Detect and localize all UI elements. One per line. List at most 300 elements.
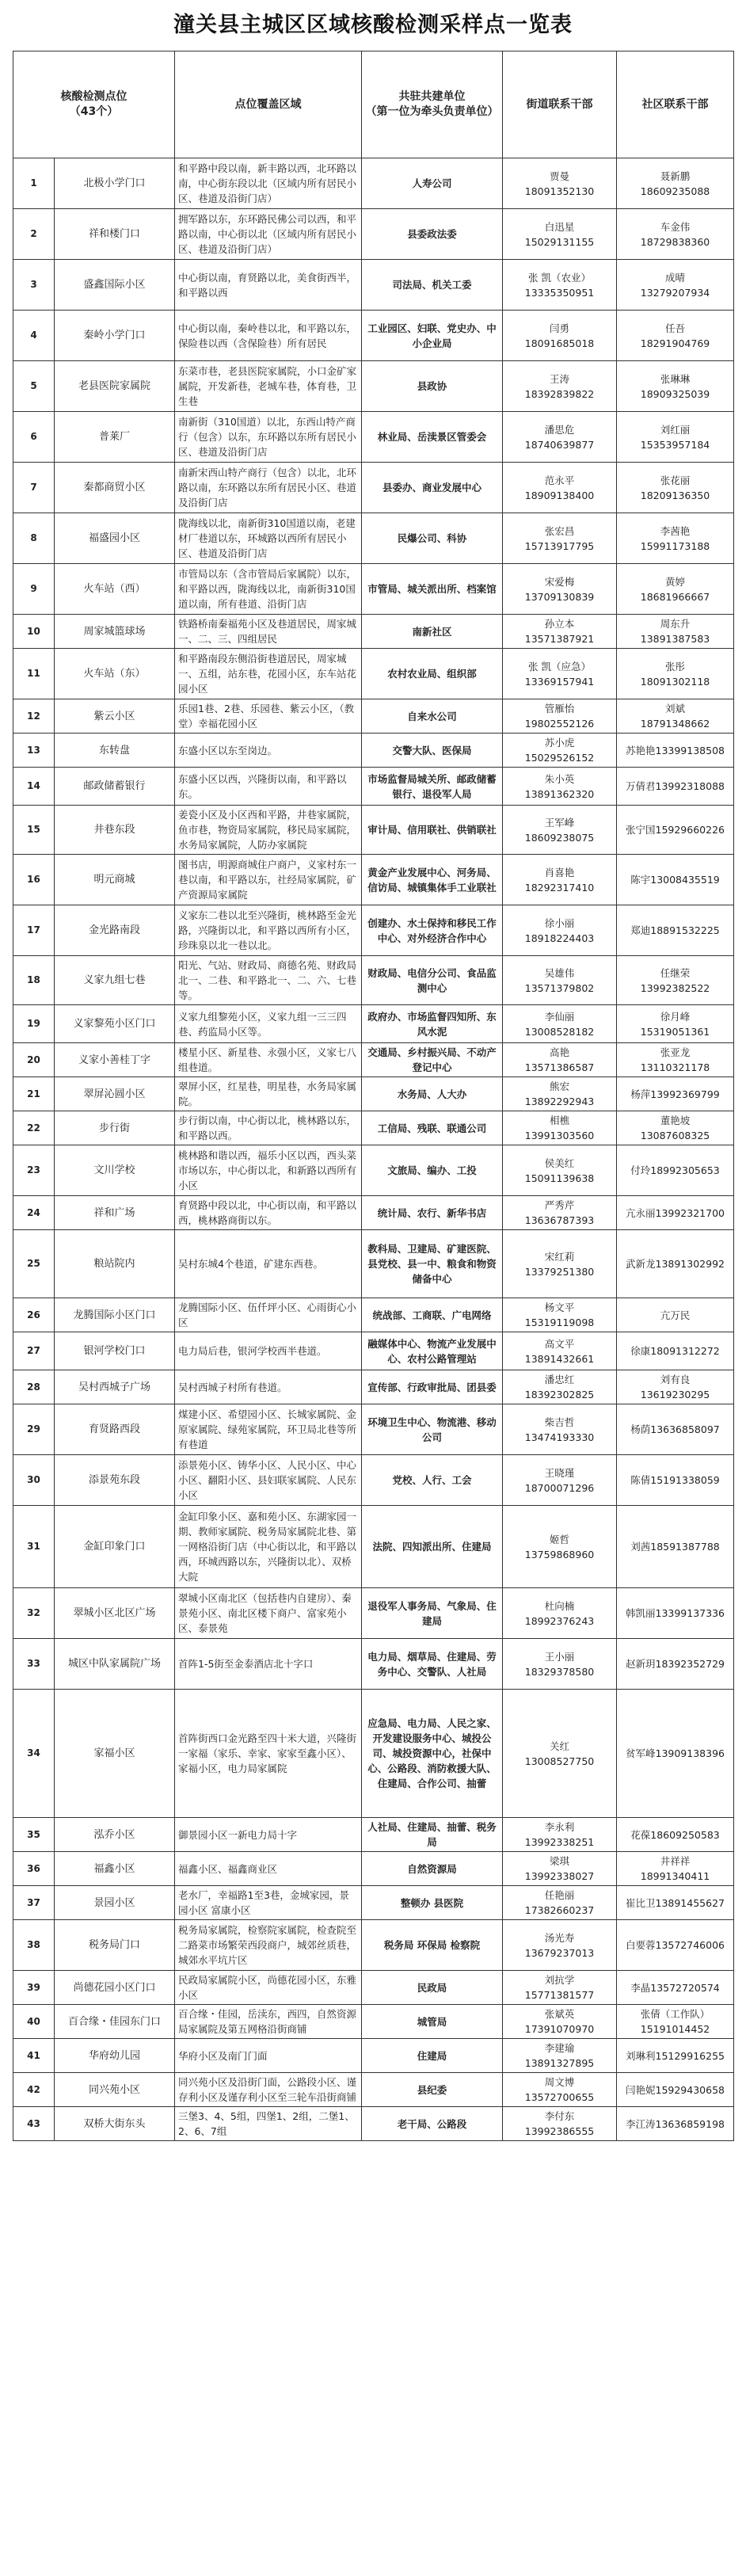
partner-units: 市管局、城关派出所、档案馆 <box>362 564 503 615</box>
coverage-area: 御景园小区一新电力局十字 <box>175 1818 362 1852</box>
site-name: 老县医院家属院 <box>55 361 175 412</box>
coverage-area: 福鑫小区、福鑫商业区 <box>175 1852 362 1886</box>
partner-units: 党校、人行、工会 <box>362 1455 503 1506</box>
table-row <box>13 1639 734 1690</box>
community-contact: 贫军峰13909138396 <box>617 1690 734 1818</box>
site-name: 秦都商贸小区 <box>55 463 175 513</box>
coverage-area: 乐园1巷、2巷、乐园巷、紫云小区，（教堂）幸福花园小区 <box>175 699 362 734</box>
row-number: 30 <box>13 1455 55 1506</box>
row-number: 23 <box>13 1145 55 1196</box>
row-number: 40 <box>13 2005 55 2039</box>
street-contact: 周文博 13572700655 <box>503 2073 617 2107</box>
partner-units: 宣传部、行政审批局、团县委 <box>362 1370 503 1404</box>
partner-units: 自然资源局 <box>362 1852 503 1886</box>
coverage-area: 三堡3、4、5组，四堡1、2组，二堡1、2、6、7组 <box>175 2107 362 2141</box>
table-row <box>13 1818 734 1852</box>
row-number: 18 <box>13 956 55 1005</box>
table-row <box>13 1145 734 1196</box>
street-contact: 白迅星 15029131155 <box>503 209 617 260</box>
street-contact: 李付东 13992386555 <box>503 2107 617 2141</box>
row-number: 12 <box>13 699 55 734</box>
site-name: 祥和楼门口 <box>55 209 175 260</box>
partner-units: 交警大队、医保局 <box>362 734 503 768</box>
street-contact: 苏小虎 15029526152 <box>503 734 617 768</box>
street-contact: 侯美红 15091139638 <box>503 1145 617 1196</box>
table-body <box>13 158 734 2141</box>
table-row <box>13 1111 734 1145</box>
street-contact: 宋爱梅 13709130839 <box>503 564 617 615</box>
street-contact: 熊宏 13892292943 <box>503 1077 617 1111</box>
table-row <box>13 513 734 564</box>
community-contact: 刘琳利15129916255 <box>617 2039 734 2073</box>
site-name: 秦岭小学门口 <box>55 311 175 361</box>
partner-units: 财政局、电信分公司、食品监测中心 <box>362 956 503 1005</box>
site-name: 粮站院内 <box>55 1230 175 1298</box>
community-contact: 刘斌 18791348662 <box>617 699 734 734</box>
community-contact: 赵新玥18392352729 <box>617 1639 734 1690</box>
partner-units: 住建局 <box>362 2039 503 2073</box>
coverage-area: 首阵街西口金光路至四十米大道，兴隆街一家福（家乐、幸家、家家至鑫小区）、家福小区，电力局家属院 <box>175 1690 362 1818</box>
partner-units: 城管局 <box>362 2005 503 2039</box>
site-name: 泓乔小区 <box>55 1818 175 1852</box>
community-contact: 张宁国15929660226 <box>617 806 734 855</box>
table-row <box>13 1506 734 1588</box>
coverage-area: 添景苑小区、铸华小区、人民小区、中心小区、翻阳小区、县妇联家属院、人民东小区 <box>175 1455 362 1506</box>
street-contact: 孙立本 13571387921 <box>503 615 617 649</box>
site-name: 家福小区 <box>55 1690 175 1818</box>
community-contact: 成晴 13279207934 <box>617 260 734 311</box>
row-number: 37 <box>13 1886 55 1920</box>
site-name: 东转盘 <box>55 734 175 768</box>
row-number: 42 <box>13 2073 55 2107</box>
street-contact: 王涛 18392839822 <box>503 361 617 412</box>
street-contact: 关红 13008527750 <box>503 1690 617 1818</box>
community-contact: 车金伟 18729838360 <box>617 209 734 260</box>
community-contact: 徐康18091312272 <box>617 1332 734 1370</box>
partner-units: 市场监督局城关所、邮政储蓄银行、退役军人局 <box>362 768 503 806</box>
coverage-area: 首阵1-5街至金泰酒店北十字口 <box>175 1639 362 1690</box>
community-contact: 李江涛13636859198 <box>617 2107 734 2141</box>
partner-units: 林业局、岳渎景区管委会 <box>362 412 503 463</box>
street-contact: 张斌英 17391070970 <box>503 2005 617 2039</box>
table-row <box>13 699 734 734</box>
community-contact: 亢万民 <box>617 1298 734 1332</box>
coverage-area: 东盛小区以东至岗边。 <box>175 734 362 768</box>
street-contact: 张 凯（应急） 13369157941 <box>503 649 617 699</box>
community-contact: 崔比卫13891455627 <box>617 1886 734 1920</box>
coverage-area: 电力局后巷，银河学校西半巷道。 <box>175 1332 362 1370</box>
street-contact: 王军峰 18609238075 <box>503 806 617 855</box>
partner-units: 黄金产业发展中心、河务局、信访局、城镇集体手工业联社 <box>362 855 503 905</box>
community-contact: 张亚龙 13110321178 <box>617 1043 734 1077</box>
row-number: 6 <box>13 412 55 463</box>
row-number: 21 <box>13 1077 55 1111</box>
header-site-line1: 核酸检测点位 <box>60 90 128 103</box>
row-number: 10 <box>13 615 55 649</box>
site-name: 税务局门口 <box>55 1920 175 1971</box>
header-unit-line1: 共驻共建单位 <box>398 90 466 103</box>
partner-units: 县委办、商业发展中心 <box>362 463 503 513</box>
table-row <box>13 1920 734 1971</box>
table-row <box>13 2107 734 2141</box>
header-street: 街道联系干部 <box>503 51 617 158</box>
coverage-area: 中心街以南，秦岭巷以北，和平路以东，保险巷以西（含保险巷）所有居民 <box>175 311 362 361</box>
site-name: 火车站（东） <box>55 649 175 699</box>
header-unit <box>362 51 503 158</box>
coverage-area: 市管局以东（含市管局后家属院）以东，和平路以西，陇海线以北，南新街310国道以南，所有巷道、沿街门店 <box>175 564 362 615</box>
partner-units: 创建办、水土保持和移民工作中心、对外经济合作中心 <box>362 905 503 956</box>
partner-units: 县政协 <box>362 361 503 412</box>
community-contact: 白要蓉13572746006 <box>617 1920 734 1971</box>
community-contact: 刘红丽 15353957184 <box>617 412 734 463</box>
site-name: 盛鑫国际小区 <box>55 260 175 311</box>
community-contact: 花葆18609250583 <box>617 1818 734 1852</box>
row-number: 32 <box>13 1588 55 1639</box>
coverage-area: 税务局家属院，检察院家属院，检查院至二路菜市场繁荣西段商户，城郊丝质巷，城郊水平坑片区 <box>175 1920 362 1971</box>
sampling-site-table <box>13 51 734 2141</box>
coverage-area: 吴村东城4个巷道，矿建东西巷。 <box>175 1230 362 1298</box>
row-number: 36 <box>13 1852 55 1886</box>
site-name: 华府幼儿园 <box>55 2039 175 2073</box>
street-contact: 宋红莉 13379251380 <box>503 1230 617 1298</box>
table-row <box>13 1886 734 1920</box>
site-name: 添景苑东段 <box>55 1455 175 1506</box>
community-contact: 黄婷 18681966667 <box>617 564 734 615</box>
row-number: 17 <box>13 905 55 956</box>
row-number: 9 <box>13 564 55 615</box>
table-row <box>13 1370 734 1404</box>
table-row <box>13 2005 734 2039</box>
coverage-area: 同兴苑小区及沿街门面，公路段小区、谨存利小区及谨存利小区至三轮车沿街商铺 <box>175 2073 362 2107</box>
row-number: 31 <box>13 1506 55 1588</box>
table-row <box>13 1588 734 1639</box>
partner-units: 民政局 <box>362 1971 503 2005</box>
row-number: 19 <box>13 1005 55 1043</box>
coverage-area: 陇海线以北，南新街310国道以南，老建材厂巷道以东，环城路以西所有居民小区、巷道及沿街门店 <box>175 513 362 564</box>
table-row <box>13 260 734 311</box>
street-contact: 梁琪 13992338027 <box>503 1852 617 1886</box>
partner-units: 应急局、电力局、人民之家、开发建设服务中心、城投公司、城投资源中心，社保中心、公路段、消防救援大队、住建局、合作公司、抽蕾 <box>362 1690 503 1818</box>
coverage-area: 姜瓷小区及小区西和平路，井巷家属院，鱼市巷，物资局家属院，移民局家属院，水务局家属院，人防办家属院 <box>175 806 362 855</box>
site-name: 井巷东段 <box>55 806 175 855</box>
table-row <box>13 2039 734 2073</box>
partner-units: 电力局、烟草局、住建局、劳务中心、交警队、人社局 <box>362 1639 503 1690</box>
street-contact: 李建瑜 13891327895 <box>503 2039 617 2073</box>
community-contact: 李茜艳 15991173188 <box>617 513 734 564</box>
site-name: 普莱厂 <box>55 412 175 463</box>
partner-units: 政府办、市场监督四知所、东风水泥 <box>362 1005 503 1043</box>
street-contact: 李永利 13992338251 <box>503 1818 617 1852</box>
community-contact: 任继荣 13992382522 <box>617 956 734 1005</box>
street-contact: 高文平 13891432661 <box>503 1332 617 1370</box>
community-contact: 张彤 18091302118 <box>617 649 734 699</box>
header-area: 点位覆盖区域 <box>175 51 362 158</box>
site-name: 育贤路西段 <box>55 1404 175 1455</box>
community-contact: 韩凯丽13399137336 <box>617 1588 734 1639</box>
site-name: 金缸印象门口 <box>55 1506 175 1588</box>
coverage-area: 义家九组黎苑小区，义家九组一三三四巷、药监局小区等。 <box>175 1005 362 1043</box>
partner-units: 工信局、残联、联通公司 <box>362 1111 503 1145</box>
partner-units: 交通局、乡村振兴局、不动产登记中心 <box>362 1043 503 1077</box>
community-contact: 郑迪18891532225 <box>617 905 734 956</box>
partner-units: 环境卫生中心、物流港、移动公司 <box>362 1404 503 1455</box>
street-contact: 徐小丽 18918224403 <box>503 905 617 956</box>
coverage-area: 步行街以南，中心街以北，桃林路以东，和平路以西。 <box>175 1111 362 1145</box>
coverage-area: 华府小区及南门门面 <box>175 2039 362 2073</box>
table-row <box>13 1690 734 1818</box>
street-contact: 肖喜艳 18292317410 <box>503 855 617 905</box>
row-number: 38 <box>13 1920 55 1971</box>
table-row <box>13 734 734 768</box>
coverage-area: 百合缘・佳园，岳渎东，西四，自然资源局家属院及第五网格沿街商铺 <box>175 2005 362 2039</box>
row-number: 1 <box>13 158 55 209</box>
partner-units: 法院、四知派出所、住建局 <box>362 1506 503 1588</box>
community-contact: 刘有良 13619230295 <box>617 1370 734 1404</box>
coverage-area: 拥军路以东，东环路民佛公司以西，和平路以南，中心街以北（区域内所有居民小区、巷道及沿街门店） <box>175 209 362 260</box>
table-row <box>13 412 734 463</box>
partner-units: 民爆公司、科协 <box>362 513 503 564</box>
community-contact: 张花丽 18209136350 <box>617 463 734 513</box>
partner-units: 司法局、机关工委 <box>362 260 503 311</box>
row-number: 26 <box>13 1298 55 1332</box>
table-row <box>13 2073 734 2107</box>
street-contact: 李仙丽 13008528182 <box>503 1005 617 1043</box>
partner-units: 农村农业局、组织部 <box>362 649 503 699</box>
community-contact: 武新龙13891302992 <box>617 1230 734 1298</box>
partner-units: 工业园区、妇联、党史办、中小企业局 <box>362 311 503 361</box>
community-contact: 周东升 13891387583 <box>617 615 734 649</box>
row-number: 41 <box>13 2039 55 2073</box>
street-contact: 吴雄伟 13571379802 <box>503 956 617 1005</box>
coverage-area: 楼星小区、新星巷、永强小区，义家七八组巷道。 <box>175 1043 362 1077</box>
community-contact: 杨萍13992369799 <box>617 1077 734 1111</box>
partner-units: 文旅局、编办、工投 <box>362 1145 503 1196</box>
community-contact: 徐月峰 15319051361 <box>617 1005 734 1043</box>
partner-units: 南新社区 <box>362 615 503 649</box>
row-number: 15 <box>13 806 55 855</box>
partner-units: 教科局、卫建局、矿建医院、县党校、县一中、粮食和物资储备中心 <box>362 1230 503 1298</box>
table-row <box>13 1230 734 1298</box>
street-contact: 范永平 18909138400 <box>503 463 617 513</box>
row-number: 34 <box>13 1690 55 1818</box>
partner-units: 退役军人事务局、气象局、住建局 <box>362 1588 503 1639</box>
partner-units: 税务局 环保局 检察院 <box>362 1920 503 1971</box>
site-name: 步行街 <box>55 1111 175 1145</box>
row-number: 27 <box>13 1332 55 1370</box>
row-number: 8 <box>13 513 55 564</box>
street-contact: 潘思危 18740639877 <box>503 412 617 463</box>
row-number: 24 <box>13 1196 55 1230</box>
coverage-area: 中心街以南，育贤路以北，美食街西半，和平路以西 <box>175 260 362 311</box>
site-name: 百合缘・佳园东门口 <box>55 2005 175 2039</box>
site-name: 福盛园小区 <box>55 513 175 564</box>
row-number: 33 <box>13 1639 55 1690</box>
community-contact: 刘茜18591387788 <box>617 1506 734 1588</box>
table-row <box>13 1196 734 1230</box>
row-number: 14 <box>13 768 55 806</box>
coverage-area: 阳光、气站、财政局、商德名苑、财政局北一、二巷、和平路北一、二、六、七巷等。 <box>175 956 362 1005</box>
table-row <box>13 1043 734 1077</box>
coverage-area: 南新街（310国道）以北，东西山特产商行（包含）以东，东环路以东所有居民小区、巷道及沿街门店 <box>175 412 362 463</box>
table-row <box>13 806 734 855</box>
community-contact: 董艳坡 13087608325 <box>617 1111 734 1145</box>
community-contact: 陈宇13008435519 <box>617 855 734 905</box>
partner-units: 县委政法委 <box>362 209 503 260</box>
community-contact: 闫艳妮15929430658 <box>617 2073 734 2107</box>
site-name: 义家九组七巷 <box>55 956 175 1005</box>
community-contact: 陈倩15191338059 <box>617 1455 734 1506</box>
coverage-area: 老水厂，幸福路1至3巷，金城家园，景园小区 富康小区 <box>175 1886 362 1920</box>
coverage-area: 东盛小区以西，兴隆街以南，和平路以东。 <box>175 768 362 806</box>
site-name: 邮政储蓄银行 <box>55 768 175 806</box>
table-row <box>13 311 734 361</box>
community-contact: 苏艳艳13399138508 <box>617 734 734 768</box>
partner-units: 审计局、信用联社、供销联社 <box>362 806 503 855</box>
street-contact: 汤光寿 13679237013 <box>503 1920 617 1971</box>
table-row <box>13 615 734 649</box>
row-number: 43 <box>13 2107 55 2141</box>
partner-units: 融媒体中心、物流产业发展中心、农村公路管理站 <box>362 1332 503 1370</box>
row-number: 29 <box>13 1404 55 1455</box>
partner-units: 统战部、工商联、广电网络 <box>362 1298 503 1332</box>
community-contact: 张琳琳 18909325039 <box>617 361 734 412</box>
site-name: 福鑫小区 <box>55 1852 175 1886</box>
street-contact: 任艳丽 17382660237 <box>503 1886 617 1920</box>
site-name: 北极小学门口 <box>55 158 175 209</box>
partner-units: 统计局、农行、新华书店 <box>362 1196 503 1230</box>
street-contact: 潘忠红 18392302825 <box>503 1370 617 1404</box>
street-contact: 管雁怡 19802552126 <box>503 699 617 734</box>
table-row <box>13 1455 734 1506</box>
coverage-area: 东菜市巷，老县医院家属院，小口金矿家属院，开发新巷，老城车巷，体育巷，卫生巷 <box>175 361 362 412</box>
coverage-area: 图书店，明源商城住户商户，义家村东一巷以南，和平路以东，社经局家属院，矿产资源局家属院 <box>175 855 362 905</box>
street-contact: 朱小英 13891362320 <box>503 768 617 806</box>
site-name: 义家黎苑小区门口 <box>55 1005 175 1043</box>
row-number: 28 <box>13 1370 55 1404</box>
site-name: 文川学校 <box>55 1145 175 1196</box>
site-name: 义家小善桂丁字 <box>55 1043 175 1077</box>
street-contact: 王小丽 18329378580 <box>503 1639 617 1690</box>
partner-units: 县纪委 <box>362 2073 503 2107</box>
partner-units: 自来水公司 <box>362 699 503 734</box>
table-header-row <box>13 51 734 158</box>
street-contact: 杨文平 15319119098 <box>503 1298 617 1332</box>
partner-units: 水务局、人大办 <box>362 1077 503 1111</box>
street-contact: 王晓瑾 18700071296 <box>503 1455 617 1506</box>
street-contact: 张宏昌 15713917795 <box>503 513 617 564</box>
site-name: 双桥大街东头 <box>55 2107 175 2141</box>
street-contact: 相樵 13991303560 <box>503 1111 617 1145</box>
table-row <box>13 361 734 412</box>
street-contact: 贾曼 18091352130 <box>503 158 617 209</box>
coverage-area: 南新宋西山特产商行（包含）以北，北环路以南，东环路以东所有居民小区、巷道及沿街门店 <box>175 463 362 513</box>
site-name: 吴村西城子广场 <box>55 1370 175 1404</box>
table-row <box>13 463 734 513</box>
partner-units: 整顿办 县医院 <box>362 1886 503 1920</box>
table-row <box>13 649 734 699</box>
community-contact: 任吾 18291904769 <box>617 311 734 361</box>
community-contact: 亢永丽13992321700 <box>617 1196 734 1230</box>
street-contact: 姬哲 13759868960 <box>503 1506 617 1588</box>
table-row <box>13 1852 734 1886</box>
coverage-area: 育贤路中段以北，中心街以南，和平路以西，桃林路商街以东。 <box>175 1196 362 1230</box>
site-name: 景园小区 <box>55 1886 175 1920</box>
community-contact: 井祥祥 18991340411 <box>617 1852 734 1886</box>
site-name: 银河学校门口 <box>55 1332 175 1370</box>
header-site-line2: （43个） <box>69 105 119 118</box>
header-site <box>13 51 175 158</box>
site-name: 明元商城 <box>55 855 175 905</box>
coverage-area: 煤建小区、希望园小区、长城家属院、金原家属院、绿苑家属院，环卫局北巷等所有巷道 <box>175 1404 362 1455</box>
row-number: 5 <box>13 361 55 412</box>
community-contact: 李晶13572720574 <box>617 1971 734 2005</box>
community-contact: 张倩（工作队） 15191014452 <box>617 2005 734 2039</box>
site-name: 翠城小区北区广场 <box>55 1588 175 1639</box>
site-name: 祥和广场 <box>55 1196 175 1230</box>
street-contact: 闫勇 18091685018 <box>503 311 617 361</box>
site-name: 紫云小区 <box>55 699 175 734</box>
street-contact: 张 凯（农业） 13335350951 <box>503 260 617 311</box>
coverage-area: 金缸印象小区、嘉和苑小区、东湖家园一期、教师家属院、税务局家属院北巷、第一网格沿街门店（中心街以北，和平路以西，环城西路以东，兴隆街以北）、双桥大院 <box>175 1506 362 1588</box>
site-name: 金光路南段 <box>55 905 175 956</box>
coverage-area: 和平路南段东侧沿街巷道居民，周家城一、五组，站东巷，花园小区，东车站花园小区 <box>175 649 362 699</box>
table-row <box>13 1332 734 1370</box>
row-number: 2 <box>13 209 55 260</box>
row-number: 7 <box>13 463 55 513</box>
street-contact: 严秀芹 13636787393 <box>503 1196 617 1230</box>
row-number: 22 <box>13 1111 55 1145</box>
street-contact: 杜向楠 18992376243 <box>503 1588 617 1639</box>
table-row <box>13 1971 734 2005</box>
table-row <box>13 855 734 905</box>
street-contact: 刘抗学 15771381577 <box>503 1971 617 2005</box>
partner-units: 人寿公司 <box>362 158 503 209</box>
site-name: 周家城篮球场 <box>55 615 175 649</box>
table-row <box>13 158 734 209</box>
street-contact: 柴吉哲 13474193330 <box>503 1404 617 1455</box>
site-name: 龙腾国际小区门口 <box>55 1298 175 1332</box>
site-name: 城区中队家属院广场 <box>55 1639 175 1690</box>
partner-units: 老干局、公路段 <box>362 2107 503 2141</box>
row-number: 39 <box>13 1971 55 2005</box>
header-community: 社区联系干部 <box>617 51 734 158</box>
row-number: 4 <box>13 311 55 361</box>
header-unit-line2: （第一位为牵头负责单位） <box>365 105 499 118</box>
coverage-area: 翠城小区南北区（包括巷内自建房）、秦景苑小区、南北区楼下商户、富家苑小区、泰景苑 <box>175 1588 362 1639</box>
table-row <box>13 768 734 806</box>
community-contact: 万倩君13992318088 <box>617 768 734 806</box>
coverage-area: 民政局家属院小区，尚德花园小区，东雅小区 <box>175 1971 362 2005</box>
street-contact: 高艳 13571386587 <box>503 1043 617 1077</box>
coverage-area: 翠屏小区，红星巷，明星巷，水务局家属院。 <box>175 1077 362 1111</box>
row-number: 25 <box>13 1230 55 1298</box>
coverage-area: 铁路桥南秦福苑小区及巷道居民，周家城一、二、三、四组居民 <box>175 615 362 649</box>
site-name: 火车站（西） <box>55 564 175 615</box>
site-name: 同兴苑小区 <box>55 2073 175 2107</box>
table-row <box>13 1298 734 1332</box>
row-number: 20 <box>13 1043 55 1077</box>
coverage-area: 义家东二巷以北至兴隆街，桃林路至金光路，兴隆街以北，和平路以西所有小区，珍珠泉以北一巷以北。 <box>175 905 362 956</box>
table-row <box>13 1005 734 1043</box>
table-row <box>13 905 734 956</box>
coverage-area: 吴村西城子村所有巷道。 <box>175 1370 362 1404</box>
row-number: 11 <box>13 649 55 699</box>
table-row <box>13 209 734 260</box>
table-row <box>13 564 734 615</box>
community-contact: 杨荫13636858097 <box>617 1404 734 1455</box>
partner-units: 人社局、住建局、抽蕾、税务局 <box>362 1818 503 1852</box>
row-number: 16 <box>13 855 55 905</box>
